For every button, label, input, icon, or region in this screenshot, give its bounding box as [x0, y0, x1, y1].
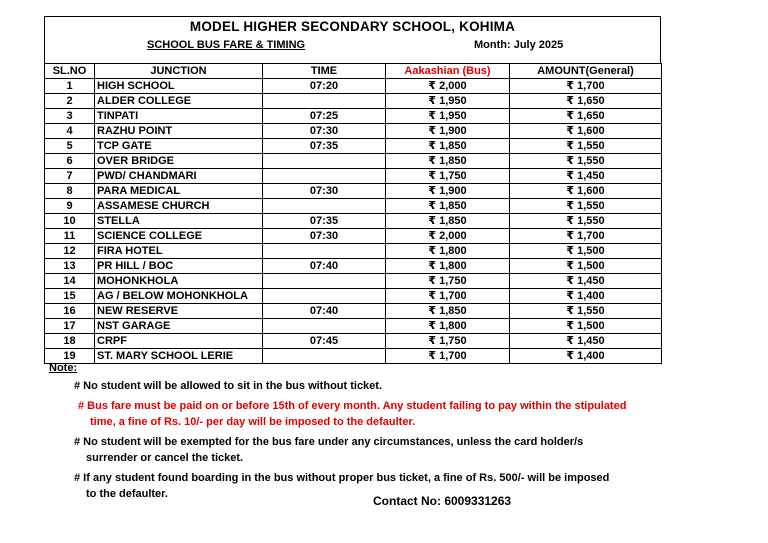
note-text: # No student will be allowed to sit in the bus without ticket. [74, 380, 383, 392]
cell-time: 07:45 [263, 334, 386, 349]
note-item [74, 378, 674, 394]
table-row [45, 199, 662, 214]
cell-slno: 17 [45, 319, 95, 334]
cell-general-fare: ₹ 1,450 [510, 334, 662, 349]
cell-slno: 15 [45, 289, 95, 304]
cell-aakashian-fare: ₹ 1,850 [386, 214, 510, 229]
table-row [45, 229, 662, 244]
column-header-junction: JUNCTION [95, 64, 263, 79]
cell-time: 07:20 [263, 79, 386, 94]
cell-time: 07:30 [263, 184, 386, 199]
cell-slno: 12 [45, 244, 95, 259]
cell-aakashian-fare: ₹ 1,750 [386, 334, 510, 349]
cell-aakashian-fare: ₹ 1,850 [386, 199, 510, 214]
cell-time: 07:30 [263, 124, 386, 139]
cell-slno: 11 [45, 229, 95, 244]
column-header-slno: SL.NO [45, 64, 95, 79]
cell-junction: PWD/ CHANDMARI [95, 169, 263, 184]
note-text-continued: surrender or cancel the ticket. [86, 452, 244, 464]
cell-aakashian-fare: ₹ 1,750 [386, 169, 510, 184]
sheet-subtitle: SCHOOL BUS FARE & TIMING [147, 39, 306, 51]
note-item [74, 434, 674, 466]
table-row [45, 154, 662, 169]
cell-time [263, 94, 386, 109]
cell-general-fare: ₹ 1,500 [510, 244, 662, 259]
table-row [45, 124, 662, 139]
cell-junction: NEW RESERVE [95, 304, 263, 319]
cell-aakashian-fare: ₹ 1,850 [386, 154, 510, 169]
cell-general-fare: ₹ 1,400 [510, 289, 662, 304]
note-item-fine [74, 398, 674, 430]
cell-general-fare: ₹ 1,550 [510, 154, 662, 169]
cell-time [263, 319, 386, 334]
cell-slno: 4 [45, 124, 95, 139]
cell-general-fare: ₹ 1,500 [510, 259, 662, 274]
fare-table [44, 63, 662, 364]
note-text: # If any student found boarding in the bus without proper bus ticket, a fine of Rs. 500/- will be imposed [74, 472, 610, 484]
cell-junction: PR HILL / BOC [95, 259, 263, 274]
table-row [45, 259, 662, 274]
note-text: # No student will be exempted for the bus fare under any circumstances, unless the card holder/s [74, 436, 584, 448]
fare-sheet [44, 16, 661, 364]
cell-aakashian-fare: ₹ 1,950 [386, 94, 510, 109]
cell-aakashian-fare: ₹ 1,700 [386, 289, 510, 304]
table-row [45, 349, 662, 364]
column-header-aakashian-bus: Aakashian (Bus) [386, 64, 510, 79]
cell-junction: CRPF [95, 334, 263, 349]
cell-time [263, 169, 386, 184]
cell-slno: 8 [45, 184, 95, 199]
cell-aakashian-fare: ₹ 1,850 [386, 139, 510, 154]
cell-slno: 1 [45, 79, 95, 94]
note-text: # Bus fare must be paid on or before 15th of every month. Any student failing to pay within the stipulated [78, 400, 627, 412]
cell-aakashian-fare: ₹ 1,800 [386, 244, 510, 259]
cell-junction: NST GARAGE [95, 319, 263, 334]
cell-aakashian-fare: ₹ 2,000 [386, 79, 510, 94]
cell-junction: PARA MEDICAL [95, 184, 263, 199]
cell-junction: OVER BRIDGE [95, 154, 263, 169]
table-row [45, 184, 662, 199]
contact-number: Contact No: 6009331263 [373, 494, 512, 508]
cell-slno: 10 [45, 214, 95, 229]
table-row [45, 109, 662, 124]
school-name: MODEL HIGHER SECONDARY SCHOOL, KOHIMA [189, 19, 516, 34]
cell-aakashian-fare: ₹ 1,850 [386, 304, 510, 319]
cell-time: 07:40 [263, 259, 386, 274]
table-row [45, 334, 662, 349]
cell-junction: SCIENCE COLLEGE [95, 229, 263, 244]
cell-general-fare: ₹ 1,650 [510, 94, 662, 109]
cell-general-fare: ₹ 1,500 [510, 319, 662, 334]
cell-aakashian-fare: ₹ 2,000 [386, 229, 510, 244]
cell-junction: ST. MARY SCHOOL LERIE [95, 349, 263, 364]
cell-junction: ALDER COLLEGE [95, 94, 263, 109]
cell-time [263, 274, 386, 289]
cell-time: 07:40 [263, 304, 386, 319]
cell-time: 07:35 [263, 214, 386, 229]
sheet-header [44, 16, 661, 63]
cell-slno: 5 [45, 139, 95, 154]
cell-junction: AG / BELOW MOHONKHOLA [95, 289, 263, 304]
table-row [45, 79, 662, 94]
cell-slno: 3 [45, 109, 95, 124]
cell-aakashian-fare: ₹ 1,900 [386, 184, 510, 199]
column-header-time: TIME [263, 64, 386, 79]
cell-time: 07:25 [263, 109, 386, 124]
table-row [45, 94, 662, 109]
note-text-continued: time, a fine of Rs. 10/- per day will be imposed to the defaulter. [90, 416, 416, 428]
notes-list [74, 378, 674, 506]
cell-aakashian-fare: ₹ 1,950 [386, 109, 510, 124]
table-row [45, 274, 662, 289]
cell-junction: MOHONKHOLA [95, 274, 263, 289]
cell-time: 07:35 [263, 139, 386, 154]
cell-junction: TCP GATE [95, 139, 263, 154]
cell-aakashian-fare: ₹ 1,700 [386, 349, 510, 364]
cell-time [263, 154, 386, 169]
cell-junction: FIRA HOTEL [95, 244, 263, 259]
note-title: Note: [49, 362, 78, 374]
cell-junction: RAZHU POINT [95, 124, 263, 139]
cell-slno: 13 [45, 259, 95, 274]
cell-time [263, 244, 386, 259]
table-row [45, 289, 662, 304]
cell-general-fare: ₹ 1,700 [510, 79, 662, 94]
cell-slno: 16 [45, 304, 95, 319]
cell-general-fare: ₹ 1,550 [510, 199, 662, 214]
table-row [45, 244, 662, 259]
table-row [45, 214, 662, 229]
fare-table-body [45, 79, 662, 364]
cell-junction: HIGH SCHOOL [95, 79, 263, 94]
cell-general-fare: ₹ 1,550 [510, 139, 662, 154]
table-row [45, 139, 662, 154]
table-row [45, 304, 662, 319]
table-header-row [45, 64, 662, 79]
sheet-month: Month: July 2025 [474, 39, 564, 51]
note-text-continued: to the defaulter. [86, 488, 168, 500]
cell-slno: 19 [45, 349, 95, 364]
cell-junction: TINPATI [95, 109, 263, 124]
cell-junction: STELLA [95, 214, 263, 229]
cell-junction: ASSAMESE CHURCH [95, 199, 263, 214]
cell-general-fare: ₹ 1,600 [510, 184, 662, 199]
column-header-amount-general: AMOUNT(General) [510, 64, 662, 79]
cell-general-fare: ₹ 1,700 [510, 229, 662, 244]
cell-aakashian-fare: ₹ 1,750 [386, 274, 510, 289]
cell-aakashian-fare: ₹ 1,900 [386, 124, 510, 139]
cell-slno: 7 [45, 169, 95, 184]
cell-general-fare: ₹ 1,450 [510, 169, 662, 184]
cell-general-fare: ₹ 1,600 [510, 124, 662, 139]
cell-time: 07:30 [263, 229, 386, 244]
table-row [45, 319, 662, 334]
cell-time [263, 349, 386, 364]
cell-general-fare: ₹ 1,550 [510, 304, 662, 319]
cell-aakashian-fare: ₹ 1,800 [386, 319, 510, 334]
cell-general-fare: ₹ 1,650 [510, 109, 662, 124]
cell-slno: 9 [45, 199, 95, 214]
cell-slno: 14 [45, 274, 95, 289]
cell-slno: 2 [45, 94, 95, 109]
cell-slno: 6 [45, 154, 95, 169]
cell-general-fare: ₹ 1,450 [510, 274, 662, 289]
cell-slno: 18 [45, 334, 95, 349]
cell-aakashian-fare: ₹ 1,800 [386, 259, 510, 274]
cell-time [263, 199, 386, 214]
cell-general-fare: ₹ 1,400 [510, 349, 662, 364]
cell-time [263, 289, 386, 304]
table-row [45, 169, 662, 184]
cell-general-fare: ₹ 1,550 [510, 214, 662, 229]
